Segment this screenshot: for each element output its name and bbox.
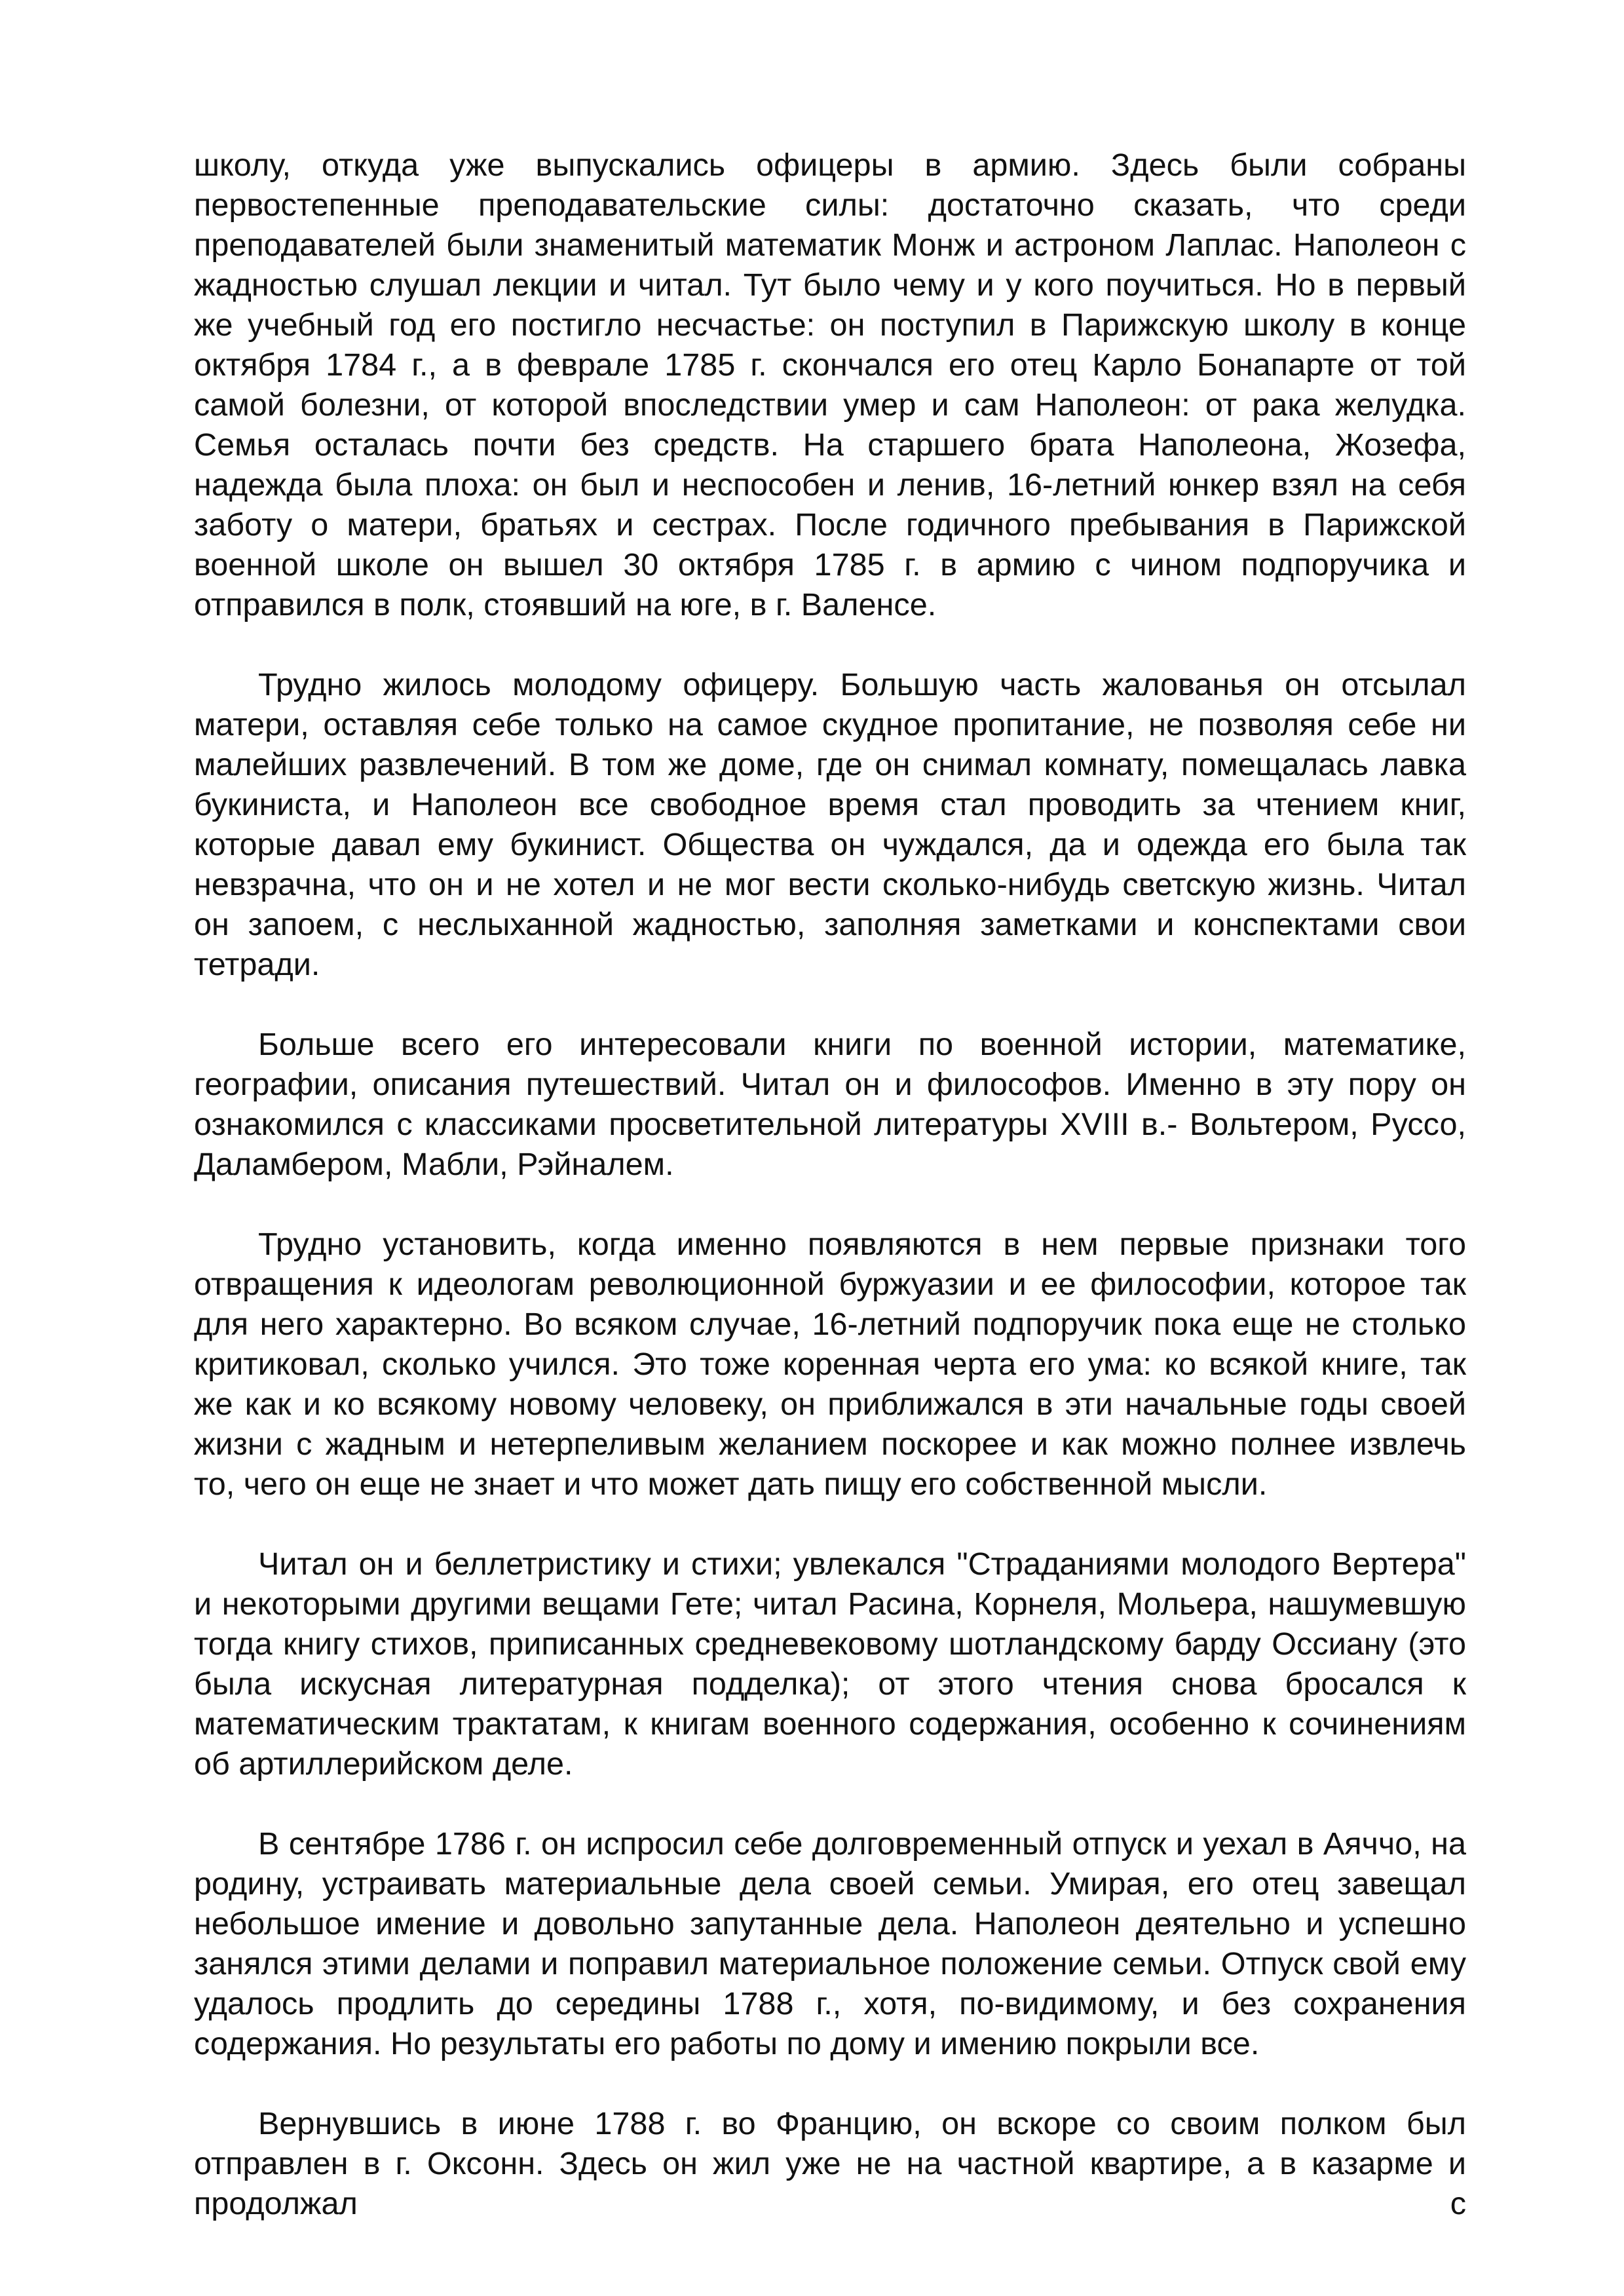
body-text <box>194 145 1466 2224</box>
paragraph: Читал он и беллетристику и стихи; увлекался "Страданиями молодого Вертера" и некоторыми другими вещами Гете; читал Расина, Корнеля, Мольера, нашумевшую тогда книгу стихов, приписанных средневековому шотландскому барду Оссиану (это была искусная литературная подделка); от этого чтения снова бросался к математическим трактатам, к книгам военного содержания, особенно к сочинениям об артиллерийском деле. <box>194 1546 1466 1782</box>
paragraph: Больше всего его интересовали книги по военной истории, математике, географии, описания путешествий. Читал он и философов. Именно в эту пору он ознакомился с классиками просветительной литературы XVIII в.- Вольтером, Руссо, Даламбером, Мабли, Рэйналем. <box>194 1027 1466 1182</box>
paragraph: Трудно установить, когда именно появляются в нем первые признаки того отвращения к идеологам революционной буржуазии и ее философии, которое так для него характерно. Во всяком случае, 16-летний подпоручик пока еще не столько критиковал, сколько учился. Это тоже коренная черта его ума: ко всякой книге, так же как и ко всякому новому человеку, он приближался в эти начальные годы своей жизни с жадным и нетерпеливым желанием поскорее и как можно полнее извлечь то, чего он еще не знает и что может дать пищу его собственной мысли. <box>194 1227 1466 1502</box>
paragraph: Трудно жилось молодому офицеру. Большую часть жалованья он отсылал матери, оставляя себе только на самое скудное пропитание, не позволяя себе ни малейших развлечений. В том же доме, где он снимал комнату, помещалась лавка букиниста, и Наполеон все свободное время стал проводить за чтением книг, которые давал ему букинист. Общества он чуждался, да и одежда его была так невзрачна, что он и не хотел и не мог вести сколько-нибудь светскую жизнь. Читал он запоем, с неслыханной жадностью, заполняя заметками и конспектами свои тетради. <box>194 667 1466 982</box>
paragraph: В сентябре 1786 г. он испросил себе долговременный отпуск и уехал в Аяччо, на родину, устраивать материальные дела своей семьи. Умирая, его отец завещал небольшое имение и довольно запутанные дела. Наполеон деятельно и успешно занялся этими делами и поправил материальное положение семьи. Отпуск свой ему удалось продлить до середины 1788 г., хотя, по-видимому, и без сохранения содержания. Но результаты его работы по дому и имению покрыли все. <box>194 1826 1466 2061</box>
paragraph: Вернувшись в июне 1788 г. во Францию, он вскоре со своим полком был отправлен в г. Оксонн. Здесь он жил уже не на частной квартире, а в казарме и продолжал с <box>194 2106 1466 2221</box>
paragraph: школу, откуда уже выпускались офицеры в армию. Здесь были собраны первостепенные преподавательские силы: достаточно сказать, что среди преподавателей были знаменитый математик Монж и астроном Лаплас. Наполеон с жадностью слушал лекции и читал. Тут было чему и у кого поучиться. Но в первый же учебный год его постигло несчастье: он поступил в Парижскую школу в конце октября 1784 г., а в феврале 1785 г. скончался его отец Карло Бонапарте от той самой болезни, от которой впоследствии умер и сам Наполеон: от рака желудка. Семья осталась почти без средств. На старшего брата Наполеона, Жозефа, надежда была плоха: он был и неспособен и ленив, 16-летний юнкер взял на себя заботу о матери, братьях и сестрах. После годичного пребывания в Парижской военной школе он вышел 30 октября 1785 г. в армию с чином подпоручика и отправился в полк, стоявший на юге, в г. Валенсе. <box>194 147 1466 622</box>
